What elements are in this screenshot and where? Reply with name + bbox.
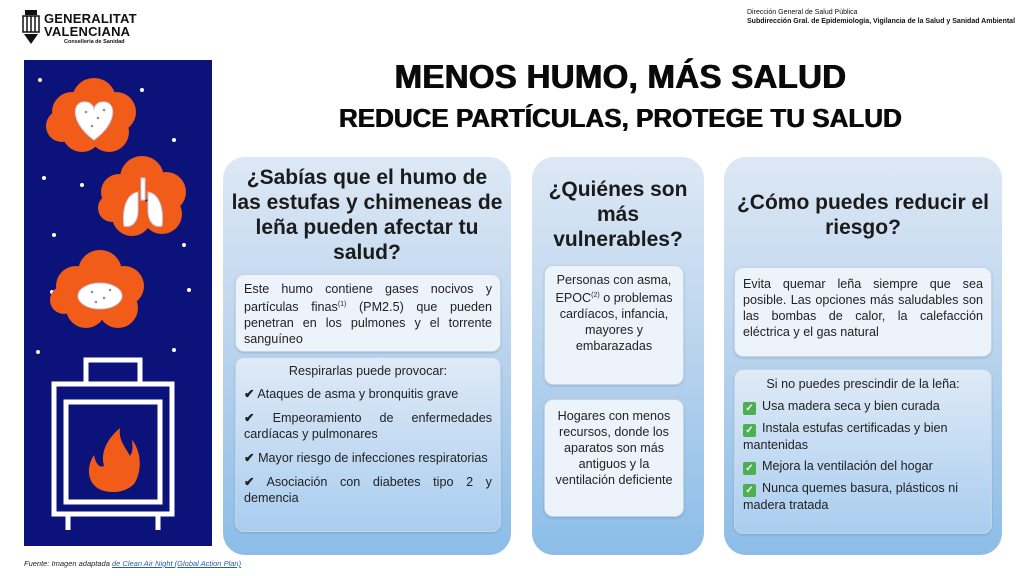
logo-line1: GENERALITAT [44,11,137,26]
dept-line2: Subdirección Gral. de Epidemiología, Vigilancia de la Salud y Sanidad Ambiental [747,18,1016,25]
check-icon: ✓ [743,462,756,475]
page-title: MENOS HUMO, MÁS SALUD [394,58,846,95]
column-vulnerable [532,157,704,555]
illustration-svg [24,60,212,546]
column-vulnerable-heading: ¿Quiénes son más vulnerables? [548,178,688,251]
logo-line2: VALENCIANA [44,24,131,39]
vulnerable-homes-box [544,399,684,517]
lungs-cloud [98,156,186,236]
generalitat-logo [22,8,142,50]
list-item-text: Usa madera seca y bien curada [762,399,940,413]
health-effects-box [235,357,501,532]
source-note [24,559,241,568]
list-item-text: Instala estufas certificadas y bien mantenidas [743,421,948,452]
footnote-1-ref: (1) [337,301,347,308]
wood-tips-box [734,369,992,534]
brain-cloud [50,250,144,328]
list-item [244,474,492,506]
flame-icon [89,428,140,492]
emblem-icon [22,10,40,46]
check-icon: ✓ [743,484,756,497]
dept-line1: Dirección General de Salud Pública [747,9,858,16]
department-info [747,8,1015,26]
heart-cloud [46,78,136,152]
list-item-text: Mejora la ventilación del hogar [762,459,933,473]
list-item-text: Asociación con diabetes tipo 2 y demencia [244,475,492,505]
brain-icon [78,283,122,309]
vulnerable-people-box [544,265,684,385]
page-subtitle: REDUCE PARTÍCULAS, PROTEGE TU SALUD [338,103,902,133]
vulnerable-people-text-b: o problemas cardíacos, infancia, mayores y embarazadas [559,291,673,354]
footnote-2-ref: (2) [591,292,600,299]
column-reduce-risk [724,157,1002,555]
list-item [743,480,983,513]
list-item [743,398,983,415]
smoke-info-box [235,274,501,352]
list-item-text: Ataques de asma y bronquitis grave [257,387,459,401]
list-item [743,458,983,475]
list-item-text: Mayor riesgo de infecciones respiratorias [258,451,488,465]
column-reduce-risk-heading: ¿Cómo puedes reducir el riesgo? [736,191,990,239]
wood-tips-intro: Si no puedes prescindir de la leña: [766,377,960,391]
alternatives-box [734,267,992,357]
source-label: Fuente: Imagen adaptada [24,559,112,568]
illustration-panel [24,60,212,546]
vulnerable-homes-text: Hogares con menos recursos, donde los aparatos son más antiguos y la ventilación deficiente [555,409,673,487]
list-item [244,450,492,466]
health-effects-intro: Respirarlas puede provocar: [288,364,448,378]
check-icon: ✓ [743,424,756,437]
vulnerable-people-text-a: Personas con asma, EPOC [555,273,672,306]
column-effects-heading: ¿Sabías que el humo de las estufas y chimeneas de leña pueden afectar tu salud? [231,166,503,264]
list-item-text: Nunca quemes basura, plásticos ni madera tratada [743,481,959,512]
logo-sub: Conselleria de Sanidad [64,39,125,45]
list-item-text: Empeoramiento de enfermedades cardíacas y pulmonares [244,411,493,441]
check-icon: ✔ [244,387,255,401]
column-effects [223,157,511,555]
smoke-info-text-a: Este humo contiene gases nocivos y partículas finas [244,282,492,315]
list-item [743,420,983,453]
source-link[interactable]: de Clean Air Night (Global Action Plan) [111,559,242,568]
list-item [244,386,492,402]
check-icon: ✔ [244,411,255,425]
check-icon: ✓ [743,402,756,415]
check-icon: ✔ [244,475,255,489]
list-item [244,410,492,442]
alternatives-text: Evita quemar leña siempre que sea posible. Las opciones más saludables son las bombas de calor, la calefacción eléctrica y el gas natural [743,277,983,339]
check-icon: ✔ [244,451,255,465]
smoke-info-text-b: (PM2.5) que pueden penetran en los pulmones y el torrente sanguíneo [244,300,492,347]
